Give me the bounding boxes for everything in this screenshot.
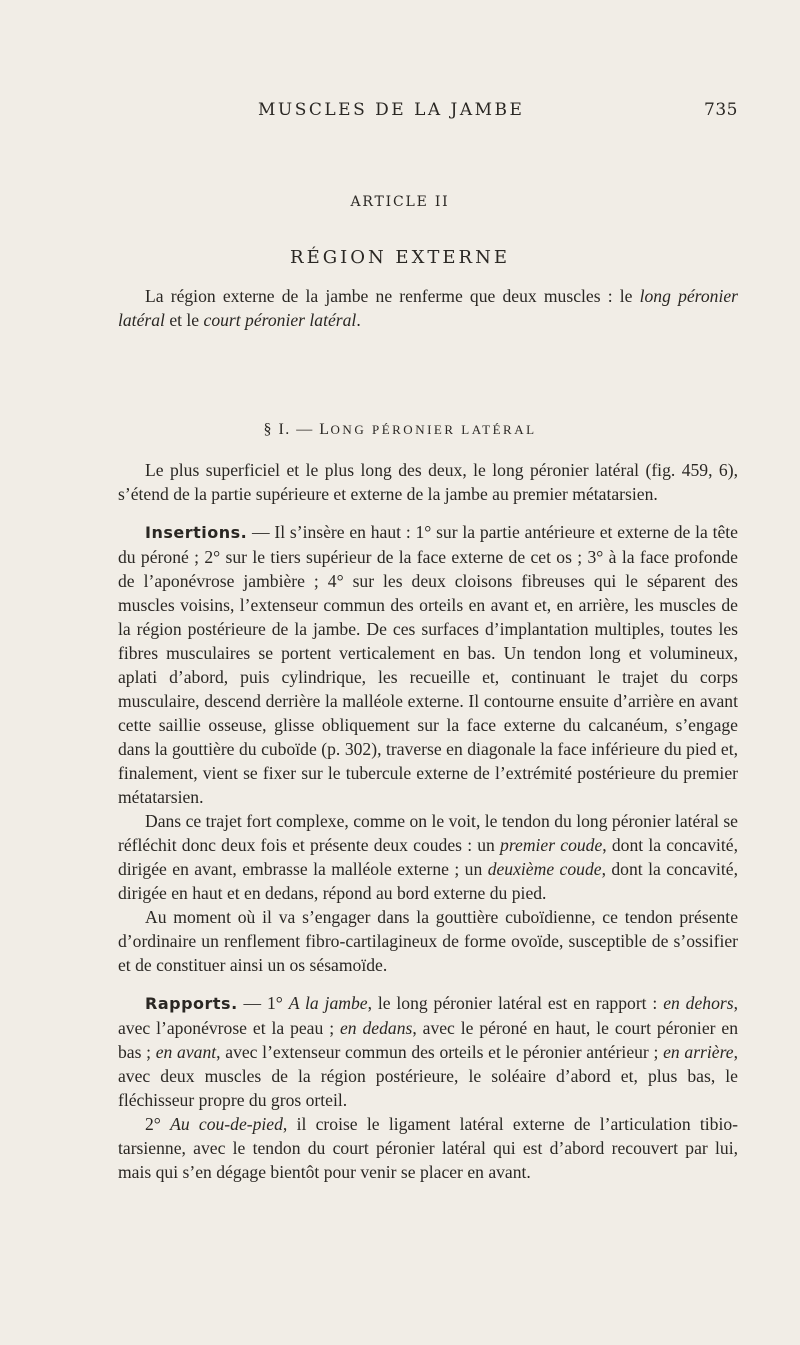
body-text [118, 458, 738, 1184]
article-heading: ARTICLE II [350, 194, 450, 210]
emphasis: long péronier latéral [118, 286, 739, 330]
emphasis: court péronier latéral [203, 310, 357, 330]
paragraph: Le plus superficiel et le plus long des deux, le long péronier latéral (fig. 459, 6), s’étend de la partie supérieure et externe de la jambe au premier métatarsien. [118, 460, 738, 504]
section-heading: § I. — LONG PÉRONIER LATÉRAL [263, 421, 537, 438]
rapports-paragraph: Rapports. — 1° A la jambe, le long péronier latéral est en rapport : en dehors, avec l’aponévrose et la peau ; en dedans, avec le péroné en haut, le court péronier en bas ; en avant, avec l’extenseur commun des orteils et le péronier antérieur ; en arrière, avec deux muscles de la région postérieure, le soléaire d’abord et, plus bas, le fléchisseur propre du gros orteil. [118, 993, 738, 1110]
paragraph: 2° Au cou-de-pied, il croise le ligament latéral externe de l’articulation tibio-tarsienne, avec le tendon du court péronier latéral qui est d’abord recouvert par lui, mais qui s’en dégage bientôt pour venir se placer en avant. [118, 1114, 738, 1182]
intro-paragraph: La région externe de la jambe ne renferme que deux muscles : le long péronier latéral et le court péronier latéral. [118, 286, 739, 330]
paragraph-lead: Insertions. [145, 523, 248, 542]
page-number: 735 [704, 100, 738, 120]
running-title: MUSCLES DE LA JAMBE [258, 100, 525, 120]
emphasis: Au cou-de-pied [170, 1114, 283, 1134]
paragraph-lead: Rapports. [145, 994, 238, 1013]
paragraph: Dans ce trajet fort complexe, comme on le voit, le tendon du long péronier latéral se réfléchit donc deux fois et présente deux coudes : un premier coude, dont la concavité, dirigée en avant, embrasse la malléole externe ; un deuxième coude, dont la concavité, dirigée en haut et en dedans, répond au bord externe du pied. [118, 811, 738, 903]
emphasis: deuxième coude [487, 859, 602, 879]
region-heading: RÉGION EXTERNE [290, 247, 510, 268]
running-header [118, 100, 738, 124]
paragraph: Au moment où il va s’engager dans la gouttière cuboïdienne, ce tendon présente d’ordinaire un renflement fibro-cartilagineux de forme ovoïde, susceptible de s’ossifier et de constituer ainsi un os sésamoïde. [118, 907, 738, 975]
insertions-paragraph: Insertions. — Il s’insère en haut : 1° sur la partie antérieure et externe de la tête du péroné ; 2° sur le tiers supérieur de la face externe de cet os ; 3° à la face profonde de l’aponévrose jambière ; 4° sur les deux cloisons fibreuses qui le séparent des muscles voisins, l’extenseur commun des orteils en avant et, en arrière, les muscles de la région postérieure de la jambe. De ces surfaces d’implantation multiples, toutes les fibres musculaires se portent verticalement en bas. Un tendon long et volumineux, aplati d’abord, puis cylindrique, les recueille et, continuant le trajet du corps musculaire, descend derrière la malléole externe. Il contourne ensuite d’arrière en avant cette saillie osseuse, glisse obliquement sur la face externe du calcanéum, s’engage dans la gouttière du cuboïde (p. 302), traverse en diagonale la face inférieure du pied et, finalement, vient se fixer sur le tubercule externe de l’extrémité postérieure du premier métatarsien. [118, 522, 738, 807]
emphasis: premier coude [500, 835, 603, 855]
